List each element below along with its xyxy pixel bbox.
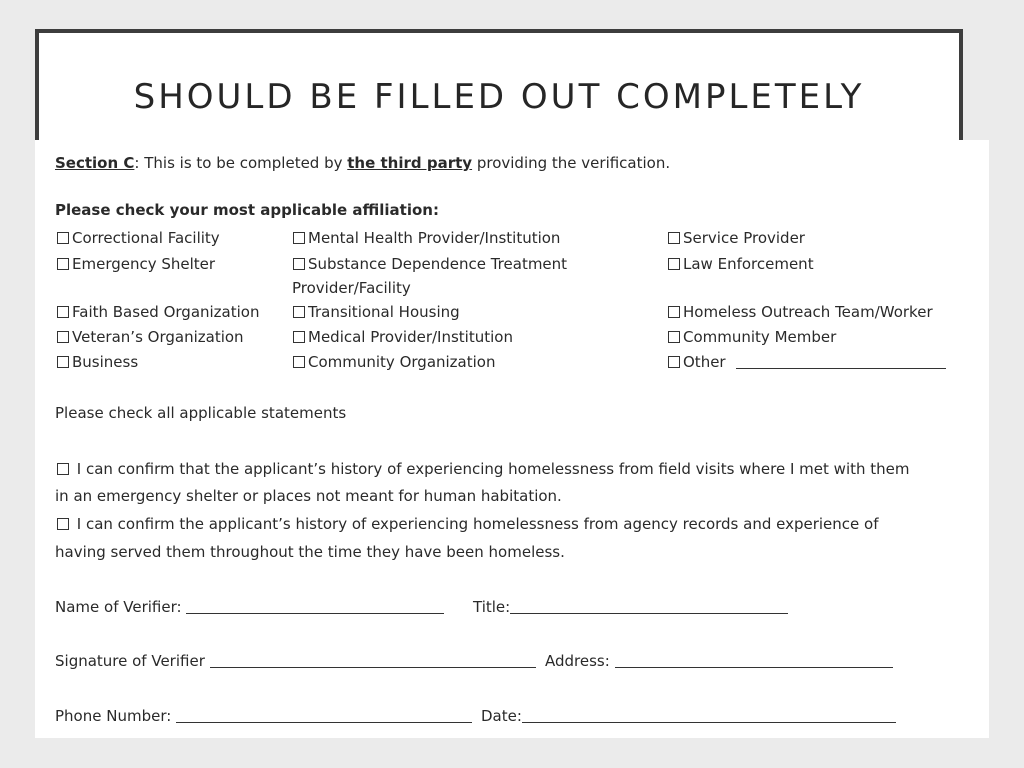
signature-field[interactable] <box>210 653 536 668</box>
affiliation-heading: Please check your most applicable affiliation: <box>55 201 439 219</box>
affiliation-label: Law Enforcement <box>683 255 814 273</box>
affiliation-substance-dependence-treatment[interactable] <box>293 255 567 273</box>
checkbox-icon[interactable] <box>57 356 69 368</box>
name-label: Name of Verifier: <box>55 598 187 616</box>
checkbox-icon[interactable] <box>293 258 305 270</box>
title-field[interactable] <box>510 599 788 614</box>
affiliation-correctional-facility[interactable] <box>57 229 220 247</box>
statement-1-line-1[interactable] <box>57 460 910 478</box>
other-blank-line[interactable] <box>736 354 946 369</box>
statement-text: I can confirm that the applicant’s history of experiencing homelessness from field visits where I met with them <box>76 460 910 478</box>
affiliation-mental-health-provider[interactable] <box>293 229 560 247</box>
affiliation-faith-based-organization[interactable] <box>57 303 259 321</box>
address-label: Address: <box>545 652 615 670</box>
checkbox-icon[interactable] <box>293 306 305 318</box>
phone-row <box>55 707 472 725</box>
affiliation-label: Business <box>72 353 139 371</box>
date-row <box>481 707 896 725</box>
checkbox-icon[interactable] <box>57 518 69 530</box>
checkbox-icon[interactable] <box>293 331 305 343</box>
affiliation-label: Medical Provider/Institution <box>308 328 513 346</box>
section-party: the third party <box>347 154 473 172</box>
signature-label: Signature of Verifier <box>55 652 210 670</box>
date-field[interactable] <box>522 708 896 723</box>
checkbox-icon[interactable] <box>57 463 69 475</box>
statement-2-line-1[interactable] <box>57 515 879 533</box>
section-text-2: providing the verification. <box>472 154 671 172</box>
slide-title: SHOULD BE FILLED OUT COMPLETELY <box>133 77 865 117</box>
affiliation-label: Transitional Housing <box>308 303 460 321</box>
section-label: Section C <box>55 154 135 172</box>
checkbox-icon[interactable] <box>668 331 680 343</box>
affiliation-label: Emergency Shelter <box>72 255 216 273</box>
affiliation-community-organization[interactable] <box>293 353 495 371</box>
affiliation-transitional-housing[interactable] <box>293 303 460 321</box>
affiliation-label: Other <box>683 353 726 371</box>
checkbox-icon[interactable] <box>668 356 680 368</box>
address-field[interactable] <box>615 653 893 668</box>
affiliation-emergency-shelter[interactable] <box>57 255 215 273</box>
title-label: Title: <box>473 598 511 616</box>
section-c-line <box>55 154 670 172</box>
checkbox-icon[interactable] <box>293 232 305 244</box>
affiliation-label: Community Member <box>683 328 837 346</box>
signature-row <box>55 652 536 670</box>
form-document <box>35 140 989 738</box>
name-of-verifier-row <box>55 598 444 616</box>
affiliation-label: Faith Based Organization <box>72 303 260 321</box>
statements-heading: Please check all applicable statements <box>55 404 347 422</box>
affiliation-label: Substance Dependence Treatment <box>308 255 568 273</box>
phone-field[interactable] <box>176 708 472 723</box>
affiliation-label: Community Organization <box>308 353 496 371</box>
checkbox-icon[interactable] <box>57 258 69 270</box>
affiliation-substance-continuation: Provider/Facility <box>292 279 411 297</box>
checkbox-icon[interactable] <box>668 232 680 244</box>
statement-1-line-2: in an emergency shelter or places not meant for human habitation. <box>55 487 562 505</box>
checkbox-icon[interactable] <box>668 258 680 270</box>
name-of-verifier-field[interactable] <box>186 599 444 614</box>
checkbox-icon[interactable] <box>57 331 69 343</box>
affiliation-label: Service Provider <box>683 229 805 247</box>
affiliation-medical-provider[interactable] <box>293 328 513 346</box>
affiliation-service-provider[interactable] <box>668 229 805 247</box>
date-label: Date: <box>481 707 522 725</box>
statement-text: I can confirm the applicant’s history of experiencing homelessness from agency records and experience of <box>76 515 879 533</box>
checkbox-icon[interactable] <box>293 356 305 368</box>
checkbox-icon[interactable] <box>668 306 680 318</box>
title-row <box>473 598 788 616</box>
affiliation-homeless-outreach-team[interactable] <box>668 303 933 321</box>
affiliation-other[interactable] <box>668 353 946 371</box>
phone-label: Phone Number: <box>55 707 177 725</box>
statement-2-line-2: having served them throughout the time they have been homeless. <box>55 543 565 561</box>
affiliation-community-member[interactable] <box>668 328 836 346</box>
section-text-1: : This is to be completed by <box>134 154 348 172</box>
affiliation-label: Veteran’s Organization <box>72 328 244 346</box>
checkbox-icon[interactable] <box>57 306 69 318</box>
address-row <box>545 652 893 670</box>
affiliation-label: Mental Health Provider/Institution <box>308 229 561 247</box>
affiliation-law-enforcement[interactable] <box>668 255 814 273</box>
affiliation-business[interactable] <box>57 353 138 371</box>
affiliation-label: Homeless Outreach Team/Worker <box>683 303 933 321</box>
affiliation-veterans-organization[interactable] <box>57 328 244 346</box>
checkbox-icon[interactable] <box>57 232 69 244</box>
affiliation-label: Correctional Facility <box>72 229 220 247</box>
